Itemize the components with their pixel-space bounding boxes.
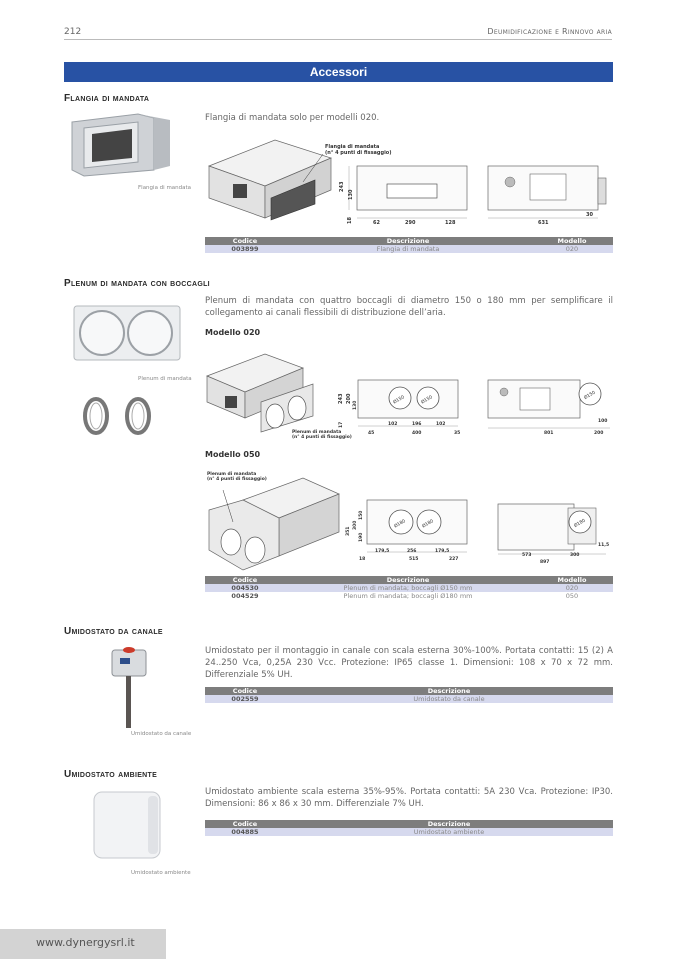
table-row <box>205 245 613 253</box>
dim-o180: Ø180 <box>573 518 587 529</box>
dim-300: 300 <box>570 553 580 558</box>
dim-102: 102 <box>436 422 446 427</box>
row-code: 004529 <box>231 592 259 600</box>
dim-128: 128 <box>445 220 456 226</box>
dim-227: 227 <box>449 557 459 562</box>
umidostato-canale-description: Umidostato per il montaggio in canale con scala esterna 30%-100%. Portata contatti: 15 (2) A 24..250 Vca, 0,25A 230 Vcc. Protezione: IP65 classe 1. Dimensioni: 108 x 70 x 72 mm. Differenziale 5% UH. <box>205 646 613 680</box>
dim-290: 290 <box>405 220 416 226</box>
model-050-label: Modello 050 <box>205 450 261 459</box>
dim-300: 300 <box>353 520 358 530</box>
flangia-drawing-iso <box>203 132 343 224</box>
dim-100: 100 <box>598 419 608 424</box>
umidostato-ambiente-description: Umidostato ambiente scala esterna 35%-95%. Portata contatti: 5A 230 Vca. Protezione: IP30. Dimensioni: 86 x 86 x 30 mm. Differenziale 7% UH. <box>205 787 613 809</box>
collars-photo <box>80 396 160 440</box>
page-number: 212 <box>64 27 82 37</box>
dim-351: 351 <box>346 526 351 536</box>
flangia-photo-caption: Flangia di mandata <box>138 185 192 191</box>
table-row <box>205 592 613 600</box>
dim-o180: Ø180 <box>421 519 435 530</box>
plenum-020-iso <box>203 346 333 438</box>
footer-url-link[interactable]: www.dynergysrl.it <box>36 936 135 949</box>
table-row <box>205 584 613 592</box>
col-descrizione: Descrizione <box>285 687 613 695</box>
plenum-photo-caption: Plenum di mandata <box>138 376 192 382</box>
plenum-050-iso <box>203 470 343 574</box>
dim-30: 30 <box>586 212 593 218</box>
col-modello: Modello <box>531 576 613 584</box>
plenum-050-callout-title: Plenum di mandata <box>207 472 257 477</box>
flangia-callout-sub: (n° 4 punti di fissaggio) <box>325 150 392 156</box>
dim-631: 631 <box>538 220 549 226</box>
table-row <box>205 828 613 836</box>
umidostato-ambiente-table <box>205 820 613 836</box>
plenum-020-side <box>486 376 614 440</box>
row-desc: Flangia di mandata <box>285 245 531 253</box>
dim-o150: Ø150 <box>583 390 597 401</box>
dim-18: 18 <box>359 557 366 562</box>
dim-45: 45 <box>368 431 375 436</box>
dim-17: 17 <box>339 421 344 428</box>
umidostato-canale-table <box>205 687 613 703</box>
dim-573: 573 <box>522 553 532 558</box>
section-title-flangia: Flangia di mandata <box>64 93 150 104</box>
row-code: 002559 <box>205 695 285 703</box>
dim-256: 256 <box>407 549 417 554</box>
dim-400: 400 <box>412 431 422 436</box>
umidostato-canale-caption: Umidostato da canale <box>131 731 192 737</box>
dim-200: 200 <box>346 393 352 404</box>
dim-11-5: 11,5 <box>598 543 610 548</box>
dim-130: 130 <box>353 400 358 410</box>
dim-179-5: 179,5 <box>375 549 390 554</box>
row-model: 020 <box>531 584 613 592</box>
dim-196: 196 <box>412 422 422 427</box>
umidostato-ambiente-photo <box>92 790 164 862</box>
row-desc: Plenum di mandata; boccagli Ø150 mm <box>285 584 531 592</box>
flangia-drawing-side <box>486 160 614 232</box>
flangia-callout <box>325 144 392 156</box>
row-desc: Umidostato da canale <box>285 695 613 703</box>
plenum-020-front <box>340 376 468 440</box>
dim-62: 62 <box>373 220 380 226</box>
header-divider <box>64 39 612 40</box>
row-code: 003899 <box>205 245 285 253</box>
dim-102: 102 <box>388 422 398 427</box>
flangia-photo <box>64 110 176 182</box>
dim-515: 515 <box>409 557 419 562</box>
flangia-drawing-front <box>339 160 473 232</box>
row-code: 004885 <box>205 828 285 836</box>
row-desc: Plenum di mandata; boccagli Ø180 mm <box>343 592 473 600</box>
row-model: 050 <box>565 592 579 600</box>
dim-130: 130 <box>348 189 354 200</box>
section-title-plenum: Plenum di mandata con boccagli <box>64 278 210 289</box>
row-model: 020 <box>531 245 613 253</box>
umidostato-ambiente-caption: Umidostato ambiente <box>131 870 191 876</box>
running-header: Deumidificazione e Rinnovo aria <box>487 27 612 36</box>
plenum-050-callout-sub: (n° 4 punti di fissaggio) <box>207 477 267 482</box>
dim-35: 35 <box>454 431 461 436</box>
col-descrizione: Descrizione <box>285 576 531 584</box>
dim-o180: Ø180 <box>393 519 407 530</box>
col-codice: Codice <box>205 820 285 828</box>
section-title-umidostato-canale: Umidostato da canale <box>64 626 163 637</box>
flangia-table <box>205 237 613 253</box>
col-codice: Codice <box>205 687 285 695</box>
plenum-050-side <box>496 500 614 566</box>
dim-200: 200 <box>594 431 604 436</box>
flangia-description: Flangia di mandata solo per modelli 020. <box>205 113 380 123</box>
plenum-table <box>205 576 613 600</box>
dim-190: 190 <box>359 532 364 542</box>
plenum-020-callout-sub: (n° 4 punti di fissaggio) <box>292 435 352 440</box>
dim-150: 150 <box>359 510 364 520</box>
plenum-photo <box>72 302 184 364</box>
dim-243: 243 <box>339 181 345 192</box>
flangia-callout-title: Flangia di mandata <box>325 144 380 150</box>
dim-o150: Ø150 <box>392 395 406 406</box>
row-code: 004530 <box>205 584 285 592</box>
umidostato-canale-photo <box>106 644 154 730</box>
model-020-label: Modello 020 <box>205 328 261 337</box>
plenum-050-front <box>345 496 475 566</box>
plenum-description: Plenum di mandata con quattro boccagli di diametro 150 o 180 mm per semplificare il collegamento ai canali flessibili di distribuzione dell’aria. <box>205 296 613 318</box>
accessori-banner: Accessori <box>64 62 613 82</box>
col-descrizione: Descrizione <box>285 820 613 828</box>
dim-179-5: 179,5 <box>435 549 450 554</box>
dim-801: 801 <box>544 431 554 436</box>
plenum-020-callout-title: Plenum di mandata <box>292 430 342 435</box>
col-codice: Codice <box>205 237 285 245</box>
dim-o150: Ø150 <box>420 395 434 406</box>
col-codice: Codice <box>205 576 285 584</box>
dim-18: 18 <box>347 217 353 224</box>
section-title-umidostato-ambiente: Umidostato ambiente <box>64 769 158 780</box>
dim-897: 897 <box>540 560 550 565</box>
dim-243: 243 <box>338 393 344 404</box>
col-descrizione: Descrizione <box>285 237 531 245</box>
col-modello: Modello <box>531 237 613 245</box>
row-desc: Umidostato ambiente <box>285 828 613 836</box>
table-row <box>205 695 613 703</box>
